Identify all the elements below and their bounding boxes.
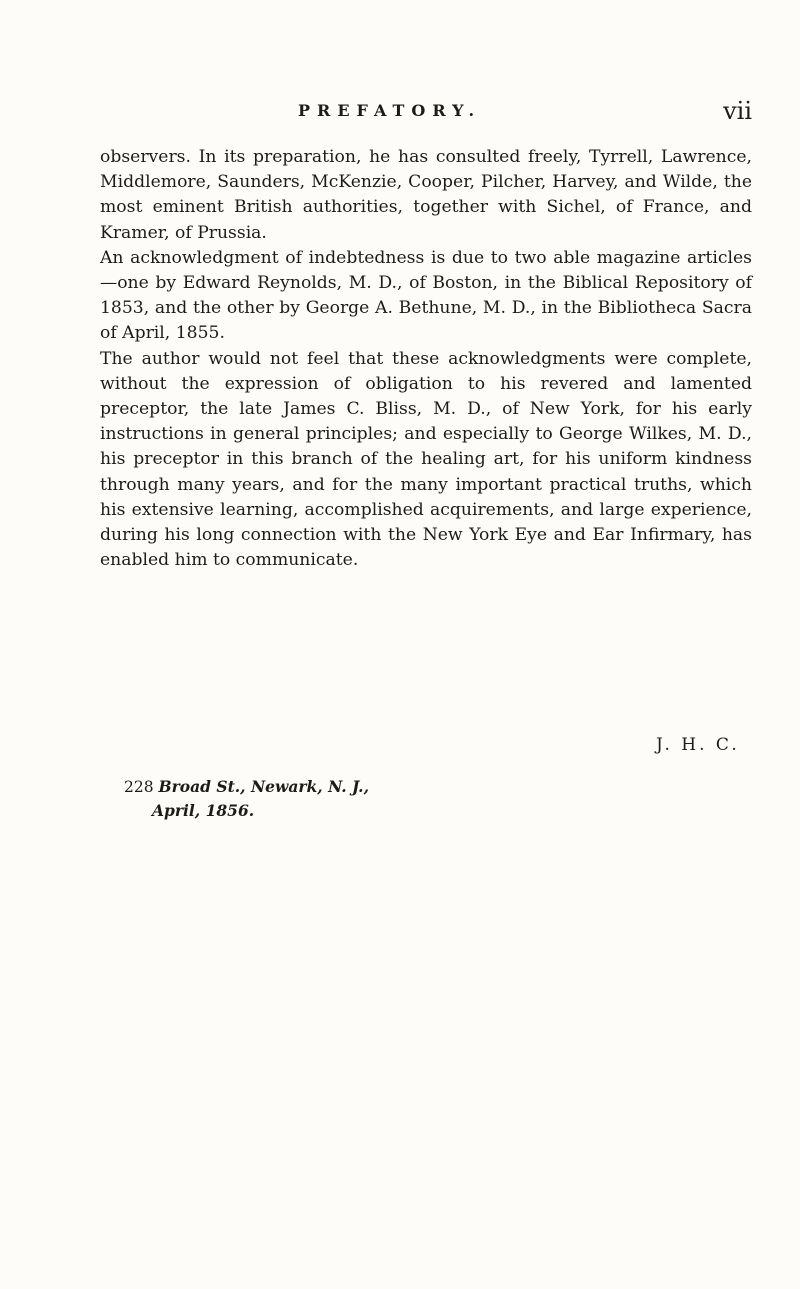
address-line xyxy=(124,775,369,799)
paragraph-2: An acknowledgment of indebtedness is due to two able magazine articles—one by Edward Reynolds, M. D., of Boston, in the Biblical Repository of 1853, and the other by George A. Bethune, M. D., in the Bibliotheca Sacra of April, 1855. xyxy=(100,247,752,344)
page-number: vii xyxy=(723,97,752,125)
street-address: Broad St., Newark, N. J., xyxy=(158,777,369,796)
paragraph-3: The author would not feel that these acknowledgments were complete, without the expression of obligation to his revered and lamented preceptor, the late James C. Bliss, M. D., of New York, for his early instructions in general principles; and especially to George Wilkes, M. D., his preceptor in this branch of the healing art, for his uniform kindness through many years, and for the many important practical truths, which his extensive learning, accomplished acquirements, and large experience, during his long connection with the New York Eye and Ear Infirmary, has enabled him to communicate. xyxy=(100,348,752,571)
author-initials: J. H. C. xyxy=(656,735,740,755)
street-number: 228 xyxy=(124,778,154,796)
paragraph-1: observers. In its preparation, he has consulted freely, Tyrrell, Lawrence, Middlemore, Saunders, McKenzie, Cooper, Pilcher, Harvey, and Wilde, the most eminent British authorities, together with Sichel, of France, and Kramer, of Prussia. xyxy=(100,147,752,243)
running-title: PREFATORY. xyxy=(298,101,482,120)
date-line: April, 1856. xyxy=(152,801,255,820)
address-block xyxy=(124,775,369,823)
page-header xyxy=(100,96,752,126)
preface-body xyxy=(100,145,752,573)
